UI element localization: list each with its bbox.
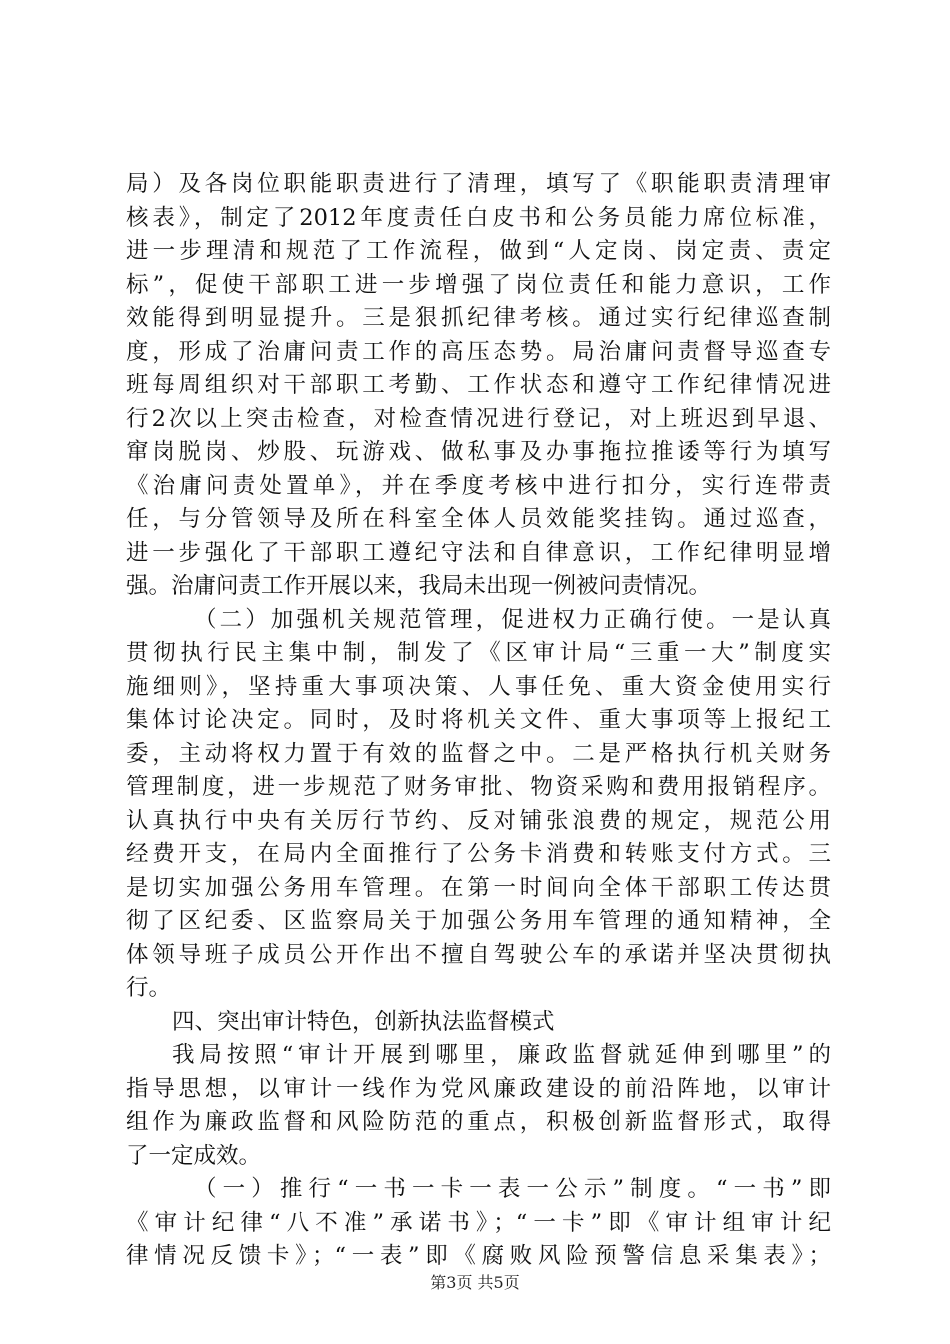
text-line: 经费开支，在局内全面推行了公务卡消费和转账支付方式。三 [126,841,831,867]
text-line: 行2次以上突击检查，对检查情况进行登记，对上班迟到早退、 [126,405,831,432]
text-line: 强。治庸问责工作开展以来，我局未出现一例被问责情况。 [126,573,712,599]
text-line: 效能得到明显提升。三是狠抓纪律考核。通过实行纪律巡查制 [126,305,831,331]
page-footer: 第3页 共5页 [430,1273,520,1292]
text-line: 集体讨论决定。同时，及时将机关文件、重大事项等上报纪工 [126,707,831,733]
text-line: 《治庸问责处置单》，并在季度考核中进行扣分，实行连带责 [126,472,831,499]
text-line: 班每周组织对干部职工考勤、工作状态和遵守工作纪律情况进 [126,372,831,398]
text-line: 管理制度，进一步规范了财务审批、物资采购和费用报销程序。 [126,774,831,800]
text-line: 核表》，制定了2012年度责任白皮书和公务员能力席位标准， [126,204,831,231]
text-line: 认真执行中央有关厉行节约、反对铺张浪费的规定，规范公用 [126,807,831,834]
text-line: 四、突出审计特色，创新执法监督模式 [172,1008,555,1035]
text-line: 了一定成效。 [126,1142,262,1169]
text-line: 贯彻执行民主集中制，制发了《区审计局“三重一大”制度实 [126,640,831,666]
document-body [126,168,831,1274]
text-line: 我局按照“审计开展到哪里，廉政监督就延伸到哪里”的 [172,1042,831,1068]
text-line: 进一步理清和规范了工作流程，做到“人定岗、岗定责、责定 [126,238,831,264]
text-line: 组作为廉政监督和风险防范的重点，积极创新监督形式，取得 [126,1109,831,1135]
text-line: 任，与分管领导及所在科室全体人员效能奖挂钩。通过巡查， [126,506,831,532]
text-line: 委，主动将权力置于有效的监督之中。二是严格执行机关财务 [126,740,831,767]
text-line: 彻了区纪委、区监察局关于加强公务用车管理的通知精神，全 [126,908,831,934]
text-line: 进一步强化了干部职工遵纪守法和自律意识，工作纪律明显增 [126,539,831,566]
text-line: 《审计纪律“八不准”承诺书》；“一卡”即《审计组审计纪 [126,1209,831,1236]
text-line: 体领导班子成员公开作出不擅自驾驶公车的承诺并坚决贯彻执 [126,941,831,968]
text-line: 局）及各岗位职能职责进行了清理，填写了《职能职责清理审 [126,171,831,197]
text-line: （一）推行“一书一卡一表一公示”制度。“一书”即 [194,1176,831,1202]
text-line: 窜岗脱岗、炒股、玩游戏、做私事及办事拖拉推诿等行为填写 [126,439,831,465]
text-line: 行。 [126,975,172,1001]
text-line: 标”，促使干部职工进一步增强了岗位责任和能力意识，工作 [126,271,831,298]
text-line: 是切实加强公务用车管理。在第一时间向全体干部职工传达贯 [126,874,831,901]
text-line: 指导思想，以审计一线作为党风廉政建设的前沿阵地，以审计 [126,1075,831,1102]
text-line: 度，形成了治庸问责工作的高压态势。局治庸问责督导巡查专 [126,338,831,365]
text-line: 律情况反馈卡》；“一表”即《腐败风险预警信息采集表》； [126,1243,831,1269]
text-line: （二）加强机关规范管理，促进权力正确行使。一是认真 [194,606,831,633]
text-line: 施细则》，坚持重大事项决策、人事任免、重大资金使用实行 [126,673,831,700]
